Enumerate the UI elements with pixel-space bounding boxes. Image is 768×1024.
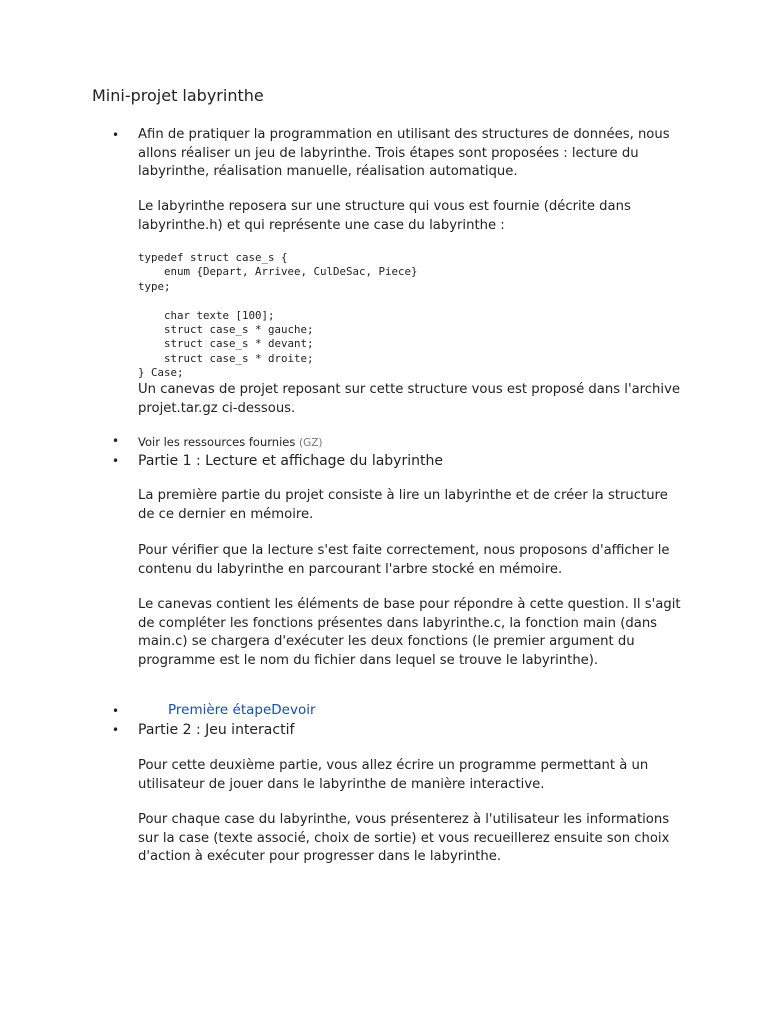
code-block: typedef struct case_s { enum {Depart, Arrivee, CulDeSac, Piece} type; char texte [100]; struct case_s * gauche; struct case_s * devant; struct case_s * droite; } Case; xyxy=(138,251,418,380)
structure-paragraph: Le labyrinthe reposera sur une structure qui vous est fournie (décrite dans labyrinthe.h) et qui représente une case du labyrinthe : xyxy=(138,199,631,233)
page-title: Mini-projet labyrinthe xyxy=(92,86,264,105)
list-bullet: • xyxy=(112,434,120,448)
intro-paragraph: Afin de pratiquer la programmation en utilisant des structures de données, nous allons réaliser un jeu de labyrinthe. Trois étapes sont proposées : lecture du labyrinthe, réalisation manuelle, réalisation automatique. xyxy=(138,127,670,179)
resources-link-label[interactable]: Voir les ressources fournies xyxy=(138,435,296,449)
part1-heading: Partie 1 : Lecture et affichage du labyrinthe xyxy=(138,453,443,469)
list-bullet: • xyxy=(112,454,120,468)
resources-link[interactable] xyxy=(138,434,323,451)
part2-heading: Partie 2 : Jeu interactif xyxy=(138,722,295,738)
part2-paragraph-1: Pour cette deuxième partie, vous allez écrire un programme permettant à un utilisateur de jouer dans le labyrinthe de manière interactive. xyxy=(138,758,649,792)
part1-paragraph-3: Le canevas contient les éléments de base pour répondre à cette question. Il s'agit de compléter les fonctions présentes dans labyrinthe.c, la fonction main (dans main.c) se chargera d'exécuter les deux fonctions (le premier argument du programme est le nom du fichier dans lequel se trouve le labyrinthe). xyxy=(138,597,681,668)
part2-paragraph-2: Pour chaque case du labyrinthe, vous présenterez à l'utilisateur les informations sur la case (texte associé, choix de sortie) et vous recueillerez ensuite son choix d'action à exécuter pour progresser dans le labyrinthe. xyxy=(138,812,670,864)
list-bullet: • xyxy=(112,704,120,718)
list-bullet: • xyxy=(112,128,120,142)
assignment-link[interactable]: Première étapeDevoir xyxy=(168,702,316,718)
resources-file-type: (GZ) xyxy=(299,437,323,449)
list-bullet: • xyxy=(112,723,120,737)
archive-paragraph: Un canevas de projet reposant sur cette structure vous est proposé dans l'archive projet.tar.gz ci-dessous. xyxy=(138,382,680,416)
part1-paragraph-2: Pour vérifier que la lecture s'est faite correctement, nous proposons d'afficher le contenu du labyrinthe en parcourant l'arbre stocké en mémoire. xyxy=(138,543,670,577)
part1-paragraph-1: La première partie du projet consiste à lire un labyrinthe et de créer la structure de ce dernier en mémoire. xyxy=(138,488,668,522)
